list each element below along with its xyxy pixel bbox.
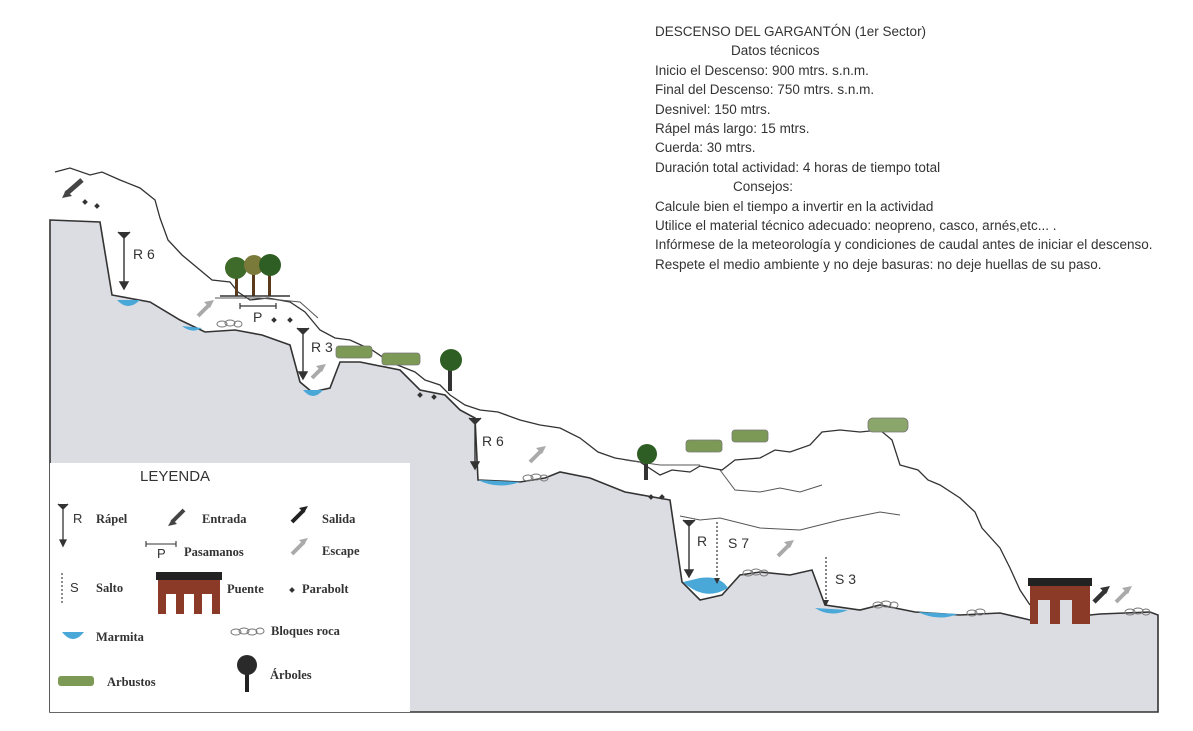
info-line: Rápel más largo: 15 mtrs. bbox=[655, 121, 810, 137]
legend-salto-letter: S bbox=[70, 580, 79, 595]
legend-pasamanos: Pasamanos bbox=[184, 545, 244, 559]
legend-arbustos: Arbustos bbox=[107, 675, 156, 689]
info-subtitle-datos: Datos técnicos bbox=[731, 43, 820, 59]
info-line: Duración total actividad: 4 horas de tiempo total bbox=[655, 159, 941, 175]
advice-line: Infórmese de la meteorología y condiciones de caudal antes de iniciar el descenso. bbox=[655, 237, 1153, 253]
info-title: DESCENSO DEL GARGANTÓN (1er Sector) bbox=[655, 24, 927, 39]
salida-arrow bbox=[1094, 586, 1110, 602]
legend-arbustos-icon bbox=[58, 676, 94, 686]
info-line: Desnivel: 150 mtrs. bbox=[655, 101, 771, 117]
technical-info bbox=[655, 22, 1175, 274]
advice-line: Respete el medio ambiente y no deje basuras: no deje huellas de su paso. bbox=[655, 256, 1102, 272]
legend-entrada: Entrada bbox=[202, 512, 247, 526]
label-s3: S 3 bbox=[835, 571, 857, 587]
legend-bloques: Bloques roca bbox=[271, 624, 340, 638]
label-p: P bbox=[253, 309, 263, 325]
legend-escape: Escape bbox=[322, 544, 360, 558]
info-line: Cuerda: 30 mtrs. bbox=[655, 140, 756, 156]
legend-salida: Salida bbox=[322, 512, 356, 526]
tree-1 bbox=[440, 349, 462, 391]
legend-puente: Puente bbox=[227, 582, 264, 596]
label-r3: R 3 bbox=[311, 339, 333, 355]
label-r6-mid: R 6 bbox=[482, 433, 504, 449]
info-subtitle-consejos: Consejos: bbox=[733, 179, 794, 195]
info-line: Inicio el Descenso: 900 mtrs. s.n.m. bbox=[655, 62, 869, 78]
info-line: Final del Descenso: 750 mtrs. s.n.m. bbox=[655, 82, 875, 98]
legend-rapel: Rápel bbox=[96, 512, 128, 526]
legend-puente-icon bbox=[156, 572, 222, 614]
legend-pasamanos-letter: P bbox=[157, 546, 166, 561]
advice-line: Calcule bien el tiempo a invertir en la actividad bbox=[655, 198, 934, 214]
legend-marmita: Marmita bbox=[96, 630, 144, 644]
legend-arboles: Árboles bbox=[270, 668, 312, 682]
label-s7: S 7 bbox=[728, 535, 750, 551]
entrada-arrow bbox=[62, 180, 82, 198]
trees-top bbox=[220, 254, 290, 296]
advice-line: Utilice el material técnico adecuado: neopreno, casco, arnés,etc... . bbox=[655, 218, 1057, 234]
legend-parabolt: Parabolt bbox=[302, 582, 349, 596]
legend-title: LEYENDA bbox=[140, 468, 211, 485]
legend-rapel-letter: R bbox=[73, 511, 83, 526]
legend-salto: Salto bbox=[96, 581, 124, 595]
label-r: R bbox=[697, 533, 708, 549]
label-r6-top: R 6 bbox=[133, 246, 155, 262]
puente-bridge bbox=[1028, 578, 1092, 624]
